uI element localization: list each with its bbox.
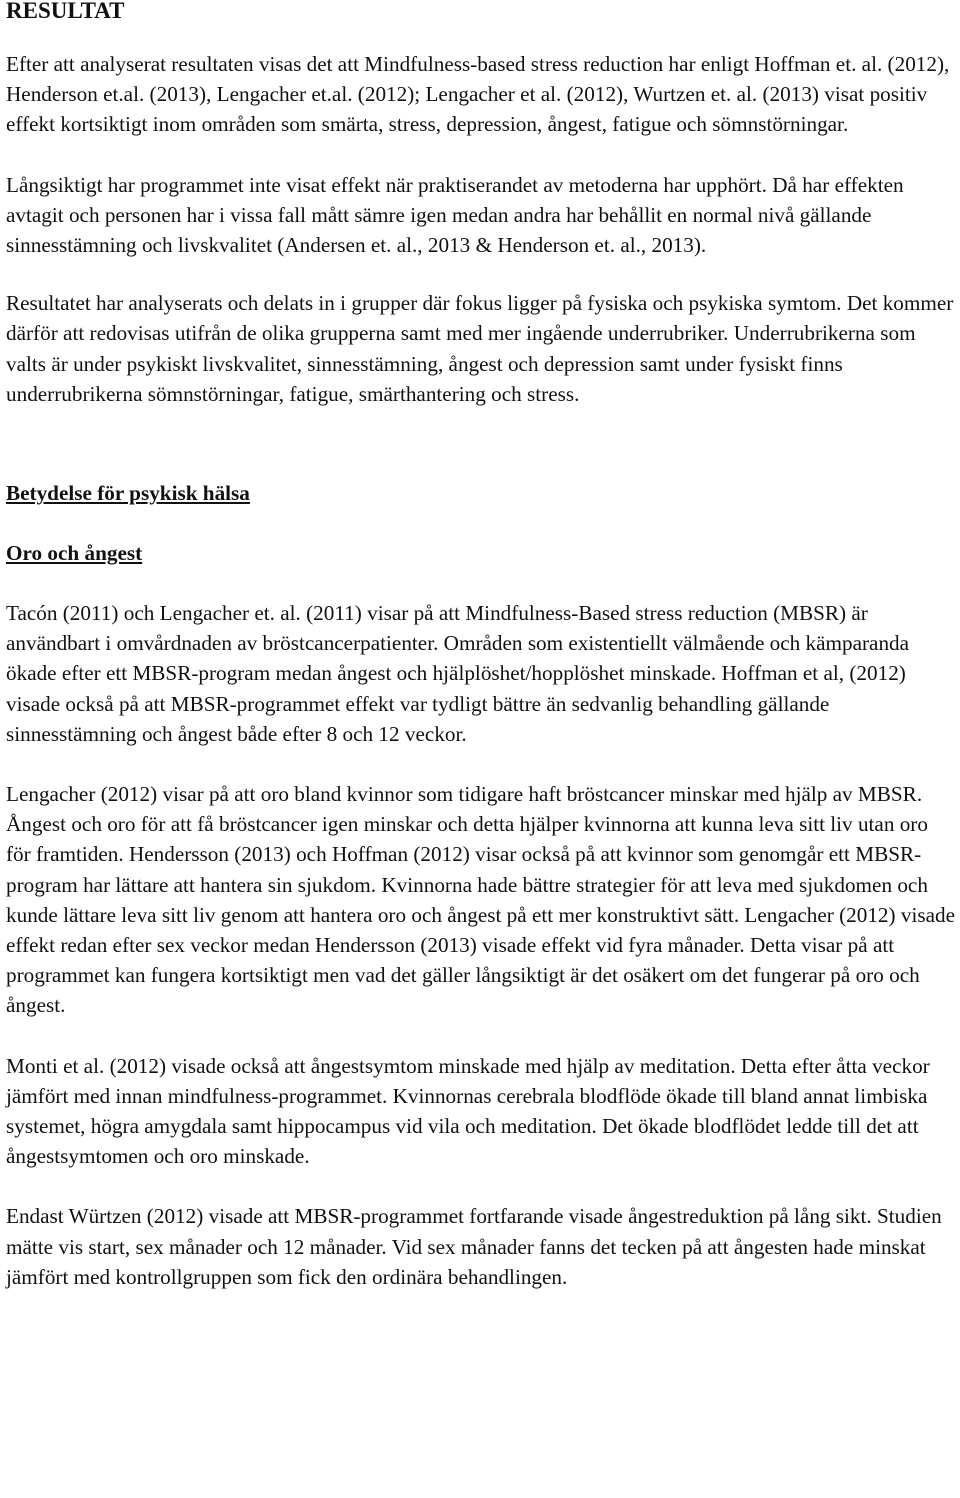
section-heading: Betydelse för psykisk hälsa: [6, 481, 250, 506]
intro-paragraph-2: Långsiktigt har programmet inte visat effekt när praktiserandet av metoderna har upphört. Då har effekten avtagit och personen har i vissa fall mått sämre igen medan andra har behållit en normal nivå gällande sinnesstämning och livskvalitet (Andersen et. al., 2013 & Henderson et. al., 2013).: [6, 172, 904, 258]
intro-paragraph-3: Resultatet har analyserats och delats in i grupper där fokus ligger på fysiska och psykiska symtom. Det kommer därför att redovisas utifrån de olika grupperna samt med mer ingående underrubriker. Underrubrikerna som valts är under psykiskt livskvalitet, sinnesstämning, ångest och depression samt under fysiskt finns underrubrikerna sömnstörningar, fatigue, smärthantering och stress.: [6, 291, 954, 406]
section-paragraph-3: Monti et al. (2012) visade också att ångestsymtom minskade med hjälp av meditation. Detta efter åtta veckor jämfört med innan mindfulness-programmet. Kvinnornas cerebrala blodflöde ökade till bland annat limbiska systemet, högra amygdala samt hippocampus vid vila och meditation. Det ökade blodflödet ledde till det att ångestsymtomen och oro minskade.: [6, 1053, 930, 1169]
page-title: RESULTAT: [6, 0, 125, 23]
section-paragraph-4: Endast Würtzen (2012) visade att MBSR-programmet fortfarande visade ångestreduktion på lång sikt. Studien mätte vis start, sex månader och 12 månader. Vid sex månader fanns det tecken på att ångesten hade minskat jämfört med kontrollgruppen som fick den ordinära behandlingen.: [6, 1204, 942, 1289]
document-page: [6, 0, 956, 1292]
section-paragraph-2: Lengacher (2012) visar på att oro bland kvinnor som tidigare haft bröstcancer minskar med hjälp av MBSR. Ångest och oro för att få bröstcancer igen minskar och detta hjälper kvinnorna att kunna leva sitt liv utan oro för framtiden. Hendersson (2013) och Hoffman (2012) visar också på att kvinnor som genomgår ett MBSR-program har lättare att hantera sin sjukdom. Kvinnorna hade bättre strategier för att leva med sjukdomen och kunde lättare leva sitt liv genom att hantera oro och ångest på ett mer konstruktivt sätt. Lengacher (2012) visade effekt redan efter sex veckor medan Hendersson (2013) visade effekt vid fyra månader. Detta visar på att programmet kan fungera kortsiktigt men vad det gäller långsiktigt är det osäkert om det fungerar på oro och ångest.: [6, 782, 956, 1018]
section-subheading: Oro och ångest: [6, 541, 143, 566]
section-paragraph-1: Tacón (2011) och Lengacher et. al. (2011) visar på att Mindfulness-Based stress reduction (MBSR) är användbart i omvårdnaden av bröstcancerpatienter. Områden som existentiellt välmående och kämparanda ökade efter ett MBSR-program medan ångest och hjälplöshet/hopplöshet minskade. Hoffman et al, (2012) visade också på att MBSR-programmet effekt var tydligt bättre än sedvanlig behandling gällande sinnesstämning och ångest både efter 8 och 12 veckor.: [6, 601, 910, 746]
intro-paragraph-1: Efter att analyserat resultaten visas det att Mindfulness-based stress reduction har enligt Hoffman et. al. (2012), Henderson et.al. (2013), Lengacher et.al. (2012); Lengacher et al. (2012), Wurtzen et. al. (2013) visat positiv effekt kortsiktigt inom områden som smärta, stress, depression, ångest, fatigue och sömnstörningar.: [6, 52, 950, 137]
